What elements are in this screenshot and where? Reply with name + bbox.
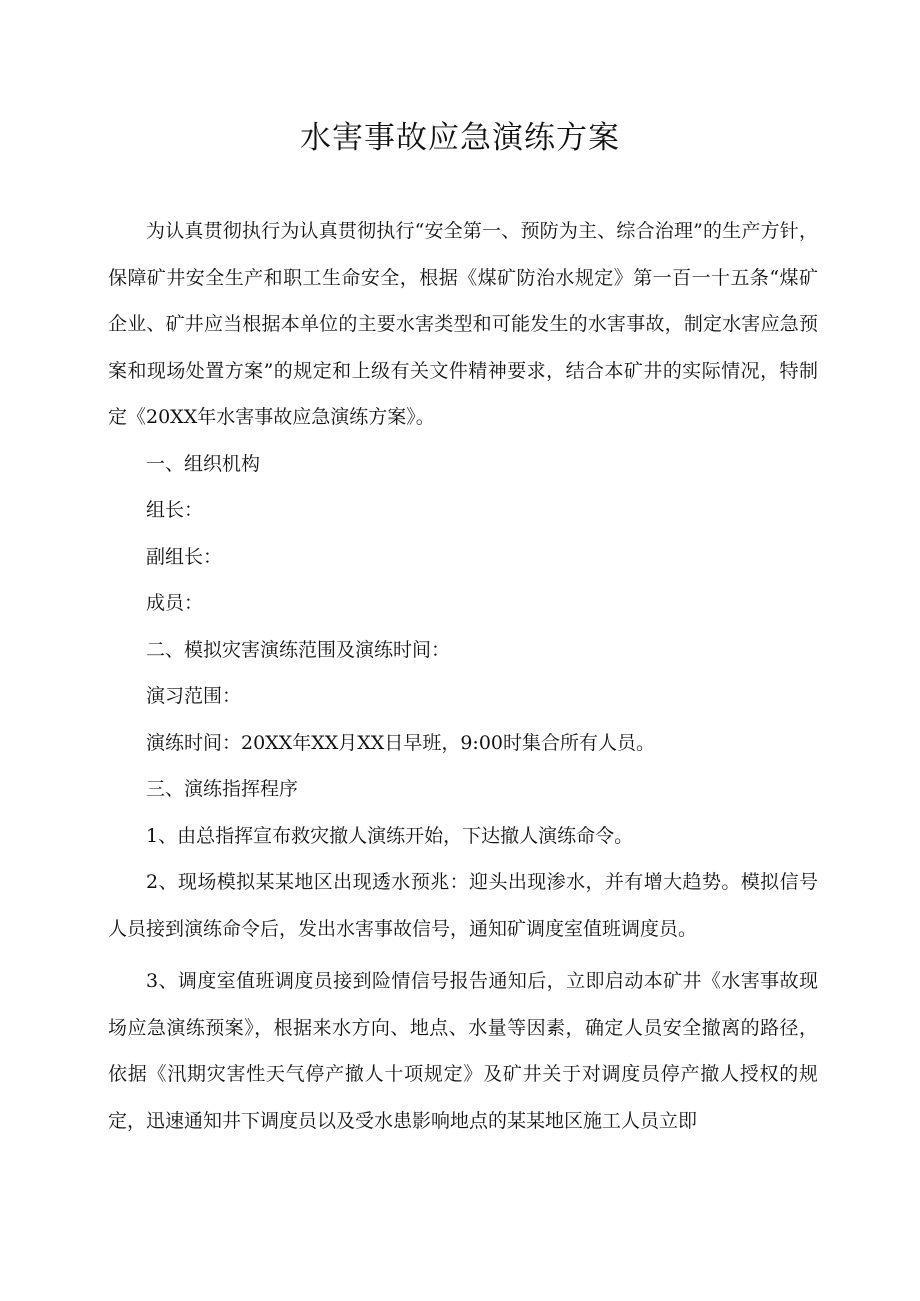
section-heading-organization: 一、组织机构 [146, 452, 261, 475]
members-line: 成员： [146, 592, 204, 614]
procedure-step-2: 2、现场模拟某某地区出现透水预兆：迎头出现渗水，并有增大趋势。模拟信号人员接到演练命令后，发出水害事故信号，通知矿调度室值班调度员。 [108, 871, 818, 940]
deputy-leader-line: 副组长： [146, 545, 223, 568]
section-heading-command-procedure: 三、演练指挥程序 [146, 778, 299, 800]
section-heading-scope-time: 二、模拟灾害演练范围及演练时间： [146, 638, 451, 661]
drill-scope-line: 演习范围： [146, 685, 242, 707]
document-body [108, 208, 818, 1144]
document-title: 水害事故应急演练方案 [300, 120, 620, 156]
intro-paragraph: 为认真贯彻执行为认真贯彻执行“安全第一、预防为主、综合治理”的生产方针，保障矿井安全生产和职工生命安全，根据《煤矿防治水规定》第一百一十五条“煤矿企业、矿井应当根据本单位的主要水害类型和可能发生的水害事故，制定水害应急预案和现场处置方案”的规定和上级有关文件精神要求，结合本矿井的实际情况，特制定《20XX年水害事故应急演练方案》。 [108, 220, 818, 428]
procedure-step-3: 3、调度室值班调度员接到险情信号报告通知后，立即启动本矿井《水害事故现场应急演练预案》，根据来水方向、地点、水量等因素，确定人员安全撤离的路径，依据《汛期灾害性天气停产撤人十项规定》及矿井关于对调度员停产撤人授权的规定，迅速通知井下调度员以及受水患影响地点的某某地区施工人员立即 [108, 970, 818, 1132]
procedure-step-1: 1、由总指挥宣布救灾撤人演练开始，下达撤人演练命令。 [146, 824, 634, 847]
leader-line: 组长： [146, 499, 204, 521]
drill-time-line: 演练时间：20XX年XX月XX日早班，9:00时集合所有人员。 [146, 731, 656, 754]
